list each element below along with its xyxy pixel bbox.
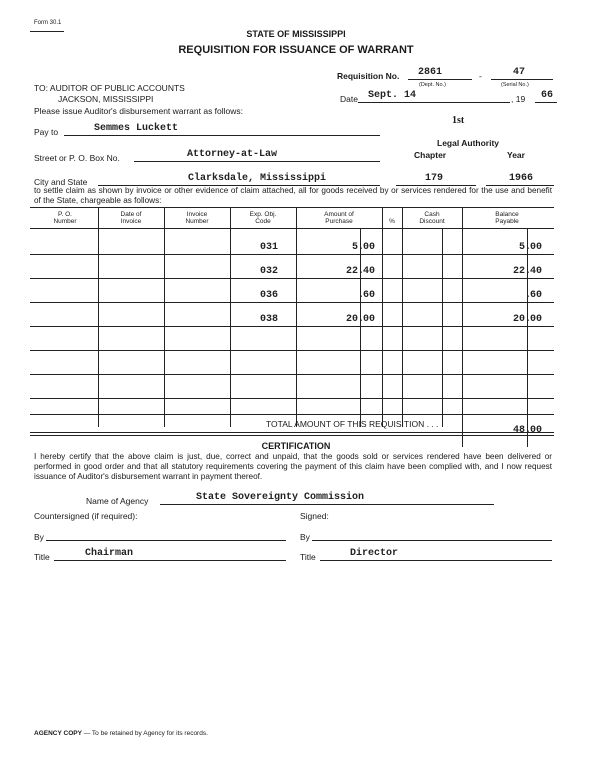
- agency-line: [160, 504, 494, 505]
- chapter-label: Chapter: [414, 150, 447, 160]
- row-line: [30, 302, 554, 303]
- amount-dollars: 5: [351, 242, 358, 253]
- total-line-double: [30, 435, 554, 436]
- countersigned-label: Countersigned (if required):: [34, 511, 138, 521]
- agency-copy-label: AGENCY COPY: [34, 730, 82, 737]
- year-label: Year: [507, 150, 525, 160]
- pay-to-label: Pay to: [34, 127, 59, 137]
- street-label: Street or P. O. Box No.: [34, 153, 120, 163]
- decimal-point: .: [358, 314, 365, 325]
- requisition-dash: -: [479, 71, 482, 81]
- row-line: [30, 350, 554, 351]
- agency-label: Name of Agency: [86, 496, 149, 506]
- row-line: [30, 398, 554, 399]
- cash-discount-header: Cash Discount: [419, 211, 445, 225]
- decimal-point: .: [358, 266, 365, 277]
- settle-claim-text: to settle claim as shown by invoice or other evidence of claim attached, all for goods received by or services rendered for the use and benefit of the State, chargeable as follows:: [34, 186, 552, 205]
- amount-cents: 00: [363, 242, 376, 253]
- certification-text: I hereby certify that the above claim is just, due, correct and unpaid, that the goods sold or services rendered have been delivered or performed in good order and that all statutory requirements covering the payment of this claim have been complied with, and I now request issuance of Auditor's disbursement warrant in payment thereof.: [34, 452, 552, 481]
- form-title: REQUISITION FOR ISSUANCE OF WARRANT: [178, 44, 414, 56]
- col-divider: [462, 207, 463, 447]
- row-line: [30, 326, 554, 327]
- state-heading: STATE OF MISSISSIPPI: [246, 29, 346, 39]
- city-label: City and State: [34, 177, 88, 187]
- year-value: 66: [541, 90, 554, 101]
- row-line: [30, 278, 554, 279]
- city-value: Clarksdale, Mississippi: [188, 173, 327, 184]
- requisition-label: Requisition No.: [337, 71, 400, 81]
- po-number-header: P. O. Number: [53, 211, 77, 225]
- total-dollars: 48: [512, 425, 525, 436]
- agency-value: State Sovereignty Commission: [196, 492, 365, 503]
- addressee-line-1: TO: AUDITOR OF PUBLIC ACCOUNTS: [34, 83, 185, 93]
- col-divider: [402, 207, 403, 427]
- footer-note: [34, 730, 208, 737]
- percent-header: %: [389, 218, 395, 225]
- expense-code-header: Exp. Obj. Code: [249, 211, 277, 225]
- decimal-point: .: [525, 290, 532, 301]
- pay-to-line: [64, 135, 380, 136]
- legal-authority-label: Legal Authority: [437, 138, 500, 148]
- countersign-title-value: Chairman: [85, 548, 134, 559]
- chapter-value: 179: [425, 173, 444, 184]
- countersign-by-label: By: [34, 532, 44, 542]
- addressee-line-2: JACKSON, MISSISSIPPI: [58, 94, 154, 104]
- table-header-border: [30, 228, 554, 229]
- year-line: [535, 102, 557, 103]
- amount-dollars: 22: [345, 266, 358, 277]
- row-line: [30, 414, 554, 415]
- dept-number-value: 2861: [418, 67, 443, 78]
- total-cents: 00: [530, 425, 543, 436]
- col-divider: [296, 207, 297, 427]
- balance-cents: 40: [530, 266, 543, 277]
- decimal-point: .: [358, 290, 365, 301]
- date-line: [358, 102, 510, 103]
- legal-year-value: 1966: [509, 173, 534, 184]
- signed-by-label: By: [300, 532, 310, 542]
- date-value: Sept. 14: [368, 90, 417, 101]
- countersign-title-line: [54, 560, 286, 561]
- countersign-title-label: Title: [34, 552, 50, 562]
- balance-cents: 60: [530, 290, 543, 301]
- decimal-point: .: [525, 314, 532, 325]
- invoice-number-header: Invoice Number: [185, 211, 209, 225]
- pay-to-value: Semmes Luckett: [94, 123, 179, 134]
- dept-number-caption: (Dept. No.): [419, 82, 446, 88]
- signed-title-value: Director: [350, 548, 399, 559]
- signed-title-line: [320, 560, 552, 561]
- total-line: [30, 432, 554, 433]
- balance-cents: 00: [530, 242, 543, 253]
- decimal-point: .: [525, 266, 532, 277]
- amount-header: Amount of Purchase: [324, 211, 354, 225]
- street-line: [134, 161, 380, 162]
- amount-cents: 60: [363, 290, 376, 301]
- col-divider: [98, 207, 99, 427]
- serial-number-caption: (Serial No.): [501, 82, 529, 88]
- table-top-border: [30, 207, 554, 208]
- invoice-date-header: Date of Invoice: [120, 211, 142, 225]
- certification-title: CERTIFICATION: [261, 441, 331, 451]
- form-number: Form 30.1: [34, 20, 62, 26]
- balance-dollars: 5: [518, 242, 525, 253]
- dept-number-line: [408, 79, 472, 80]
- signed-by-line: [312, 540, 552, 541]
- col-divider: [382, 207, 383, 427]
- amount-dollars: 20: [345, 314, 358, 325]
- expense-code: 036: [260, 290, 279, 301]
- decimal-point: .: [525, 242, 532, 253]
- street-value: Attorney-at-Law: [187, 149, 278, 160]
- signed-title-label: Title: [300, 552, 316, 562]
- col-divider: [164, 207, 165, 427]
- authority-first-value: 1st: [452, 115, 465, 126]
- countersign-by-line: [46, 540, 286, 541]
- agency-copy-text: — To be retained by Agency for its records.: [81, 730, 208, 737]
- col-divider: [230, 207, 231, 427]
- expense-code: 032: [260, 266, 279, 277]
- row-line: [30, 254, 554, 255]
- total-label: TOTAL AMOUNT OF THIS REQUISITION . . .: [266, 419, 439, 429]
- row-line: [30, 374, 554, 375]
- amount-cents: 40: [363, 266, 376, 277]
- balance-dollars: 22: [512, 266, 525, 277]
- balance-cents: 00: [530, 314, 543, 325]
- serial-number-value: 47: [513, 67, 526, 78]
- serial-number-line: [491, 79, 553, 80]
- instruction-text: Please issue Auditor's disbursement warrant as follows:: [34, 106, 244, 116]
- decimal-point: .: [358, 242, 365, 253]
- expense-code: 031: [260, 242, 279, 253]
- year-prefix: , 19: [511, 94, 526, 104]
- date-label: Date: [340, 94, 358, 104]
- expense-code: 038: [260, 314, 279, 325]
- balance-header: Balance Payable: [495, 211, 519, 225]
- amount-cents: 00: [363, 314, 376, 325]
- decimal-point: .: [525, 425, 532, 436]
- signed-label: Signed:: [300, 511, 329, 521]
- balance-dollars: 20: [512, 314, 525, 325]
